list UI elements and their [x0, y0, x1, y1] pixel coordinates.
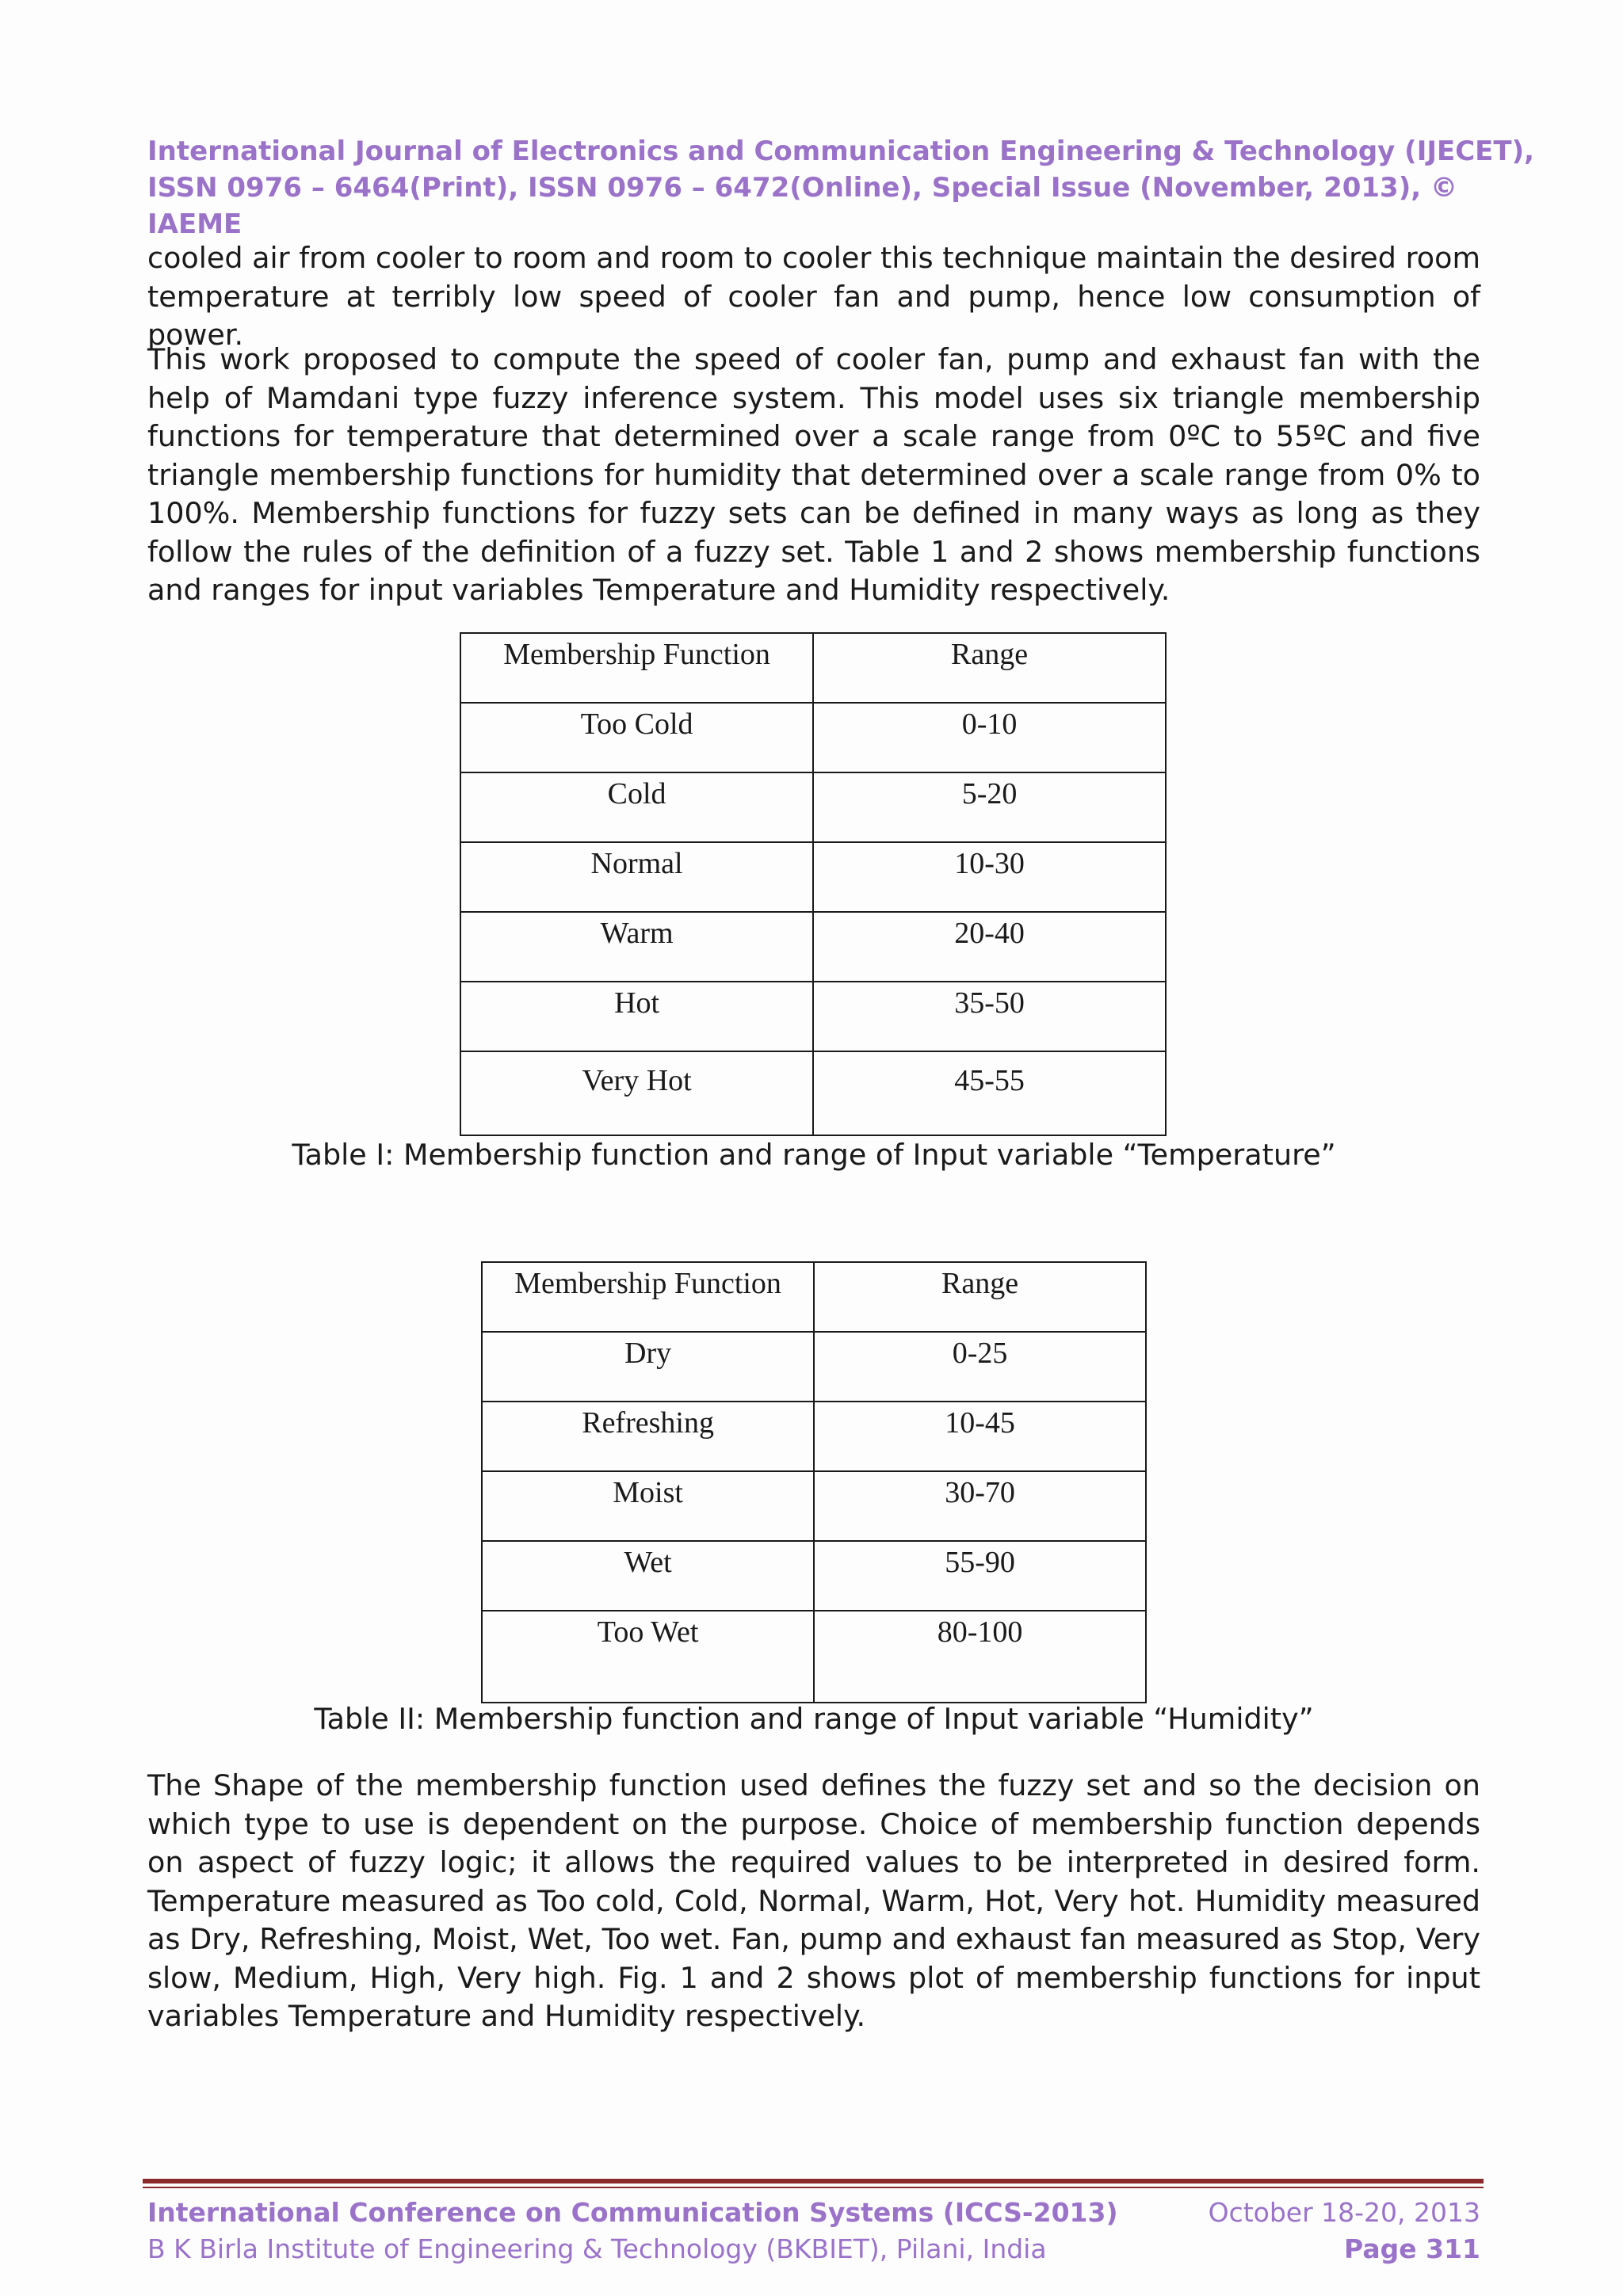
table-header-row	[460, 633, 1166, 703]
column-header-range: Range	[814, 1262, 1146, 1332]
footer-divider-thin	[143, 2187, 1484, 2188]
table-row	[460, 1051, 1166, 1135]
table-1-caption: Table I: Membership function and range of Input variable “Temperature”	[292, 1138, 1336, 1172]
table-header-row	[482, 1262, 1146, 1332]
table-row	[482, 1332, 1146, 1402]
table-row	[460, 772, 1166, 842]
table-row	[482, 1402, 1146, 1471]
range-cell: 5-20	[813, 772, 1166, 842]
table-row	[460, 982, 1166, 1051]
table-row	[482, 1611, 1146, 1703]
paragraph-membership-shape: The Shape of the membership function used defines the fuzzy set and so the decision on which type to use is dependent on the purpose. Choice of membership function depends on aspect of fuzzy logic; it allows the required values to be interpreted in desired form. Temperature measured as Too cold, Cold, Normal, Warm, Hot, Very hot. Humidity measured as Dry, Refreshing, Moist, Wet, Too wet. Fan, pump and exhaust fan measured as Stop, Very slow, Medium, High, Very high. Fig. 1 and 2 shows plot of membership functions for input variables Temperature and Humidity respectively.	[147, 1768, 1480, 2033]
range-cell: 45-55	[813, 1051, 1166, 1135]
footer-divider-thick	[143, 2179, 1484, 2183]
membership-function-cell: Too Cold	[460, 703, 813, 772]
membership-function-cell: Wet	[482, 1541, 814, 1611]
footer-conference: International Conference on Communication Systems (ICCS-2013)	[147, 2197, 1118, 2228]
membership-function-cell: Moist	[482, 1471, 814, 1541]
range-cell: 20-40	[813, 912, 1166, 982]
table-row	[482, 1471, 1146, 1541]
footer-page-number: Page 311	[1344, 2233, 1480, 2264]
range-cell: 35-50	[813, 982, 1166, 1051]
paragraph-proposed-work: This work proposed to compute the speed of cooler fan, pump and exhaust fan with the help of Mamdani type fuzzy inference system. This model uses six triangle membership functions for temperature that determined over a scale range from 0ºC to 55ºC and five triangle membership functions for humidity that determined over a scale range from 0% to 100%. Membership functions for fuzzy sets can be defined in many ways as long as they follow the rules of the definition of a fuzzy set. Table 1 and 2 shows membership functions and ranges for input variables Temperature and Humidity respectively.	[147, 342, 1480, 607]
table-2-caption: Table II: Membership function and range of Input variable “Humidity”	[314, 1702, 1314, 1736]
membership-function-cell: Refreshing	[482, 1402, 814, 1471]
range-cell: 0-10	[813, 703, 1166, 772]
journal-header-line-1: International Journal of Electronics and Communication Engineering & Technology (IJECET),	[147, 135, 1535, 167]
column-header-membership-function: Membership Function	[482, 1262, 814, 1332]
footer-dates: October 18-20, 2013	[1208, 2197, 1480, 2228]
page-footer	[147, 2195, 1480, 2267]
membership-function-cell: Warm	[460, 912, 813, 982]
column-header-membership-function: Membership Function	[460, 633, 813, 703]
table-row	[460, 912, 1166, 982]
paragraph-continuation: cooled air from cooler to room and room to cooler this technique maintain the desired room temperature at terribly low speed of cooler fan and pump, hence low consumption of power.	[147, 241, 1480, 352]
range-cell: 0-25	[814, 1332, 1146, 1402]
table-row	[460, 842, 1166, 912]
table-row	[460, 703, 1166, 772]
membership-function-cell: Too Wet	[482, 1611, 814, 1703]
range-cell: 30-70	[814, 1471, 1146, 1541]
range-cell: 80-100	[814, 1611, 1146, 1703]
journal-header-line-2: ISSN 0976 – 6464(Print), ISSN 0976 – 6472(Online), Special Issue (November, 2013), © IAEME	[147, 172, 1457, 240]
membership-function-cell: Normal	[460, 842, 813, 912]
footer-institute: B K Birla Institute of Engineering & Technology (BKBIET), Pilani, India	[147, 2233, 1047, 2264]
membership-function-cell: Hot	[460, 982, 813, 1051]
membership-function-cell: Dry	[482, 1332, 814, 1402]
membership-function-cell: Very Hot	[460, 1051, 813, 1135]
range-cell: 10-45	[814, 1402, 1146, 1471]
journal-header	[147, 133, 1535, 242]
humidity-membership-table	[481, 1261, 1147, 1703]
membership-function-cell: Cold	[460, 772, 813, 842]
table-row	[482, 1541, 1146, 1611]
column-header-range: Range	[813, 633, 1166, 703]
range-cell: 55-90	[814, 1541, 1146, 1611]
range-cell: 10-30	[813, 842, 1166, 912]
temperature-membership-table	[460, 632, 1167, 1136]
